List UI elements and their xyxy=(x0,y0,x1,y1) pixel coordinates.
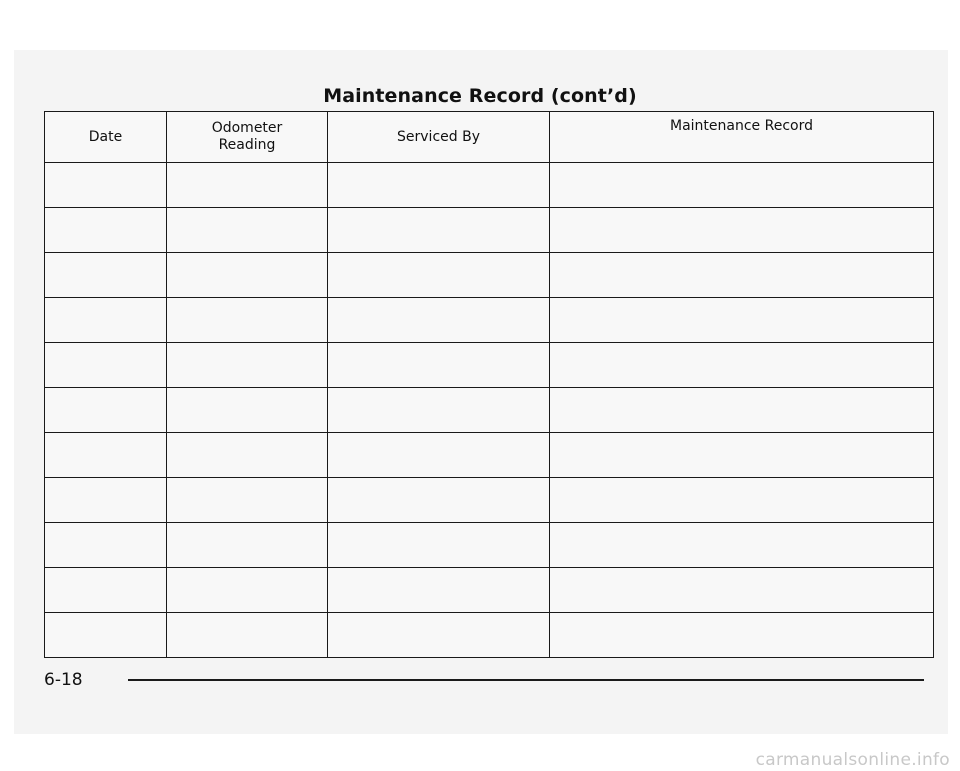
table-cell[interactable] xyxy=(550,208,934,253)
table-cell[interactable] xyxy=(45,478,167,523)
column-header-odometer-reading xyxy=(167,112,328,163)
table-cell[interactable] xyxy=(167,208,328,253)
table-cell[interactable] xyxy=(45,613,167,658)
table-header-row xyxy=(45,112,934,163)
table-cell[interactable] xyxy=(550,568,934,613)
table-cell[interactable] xyxy=(45,163,167,208)
maintenance-record-table xyxy=(44,111,934,658)
page-number: 6-18 xyxy=(44,670,83,690)
table-cell[interactable] xyxy=(45,388,167,433)
table-cell[interactable] xyxy=(167,568,328,613)
footer-divider xyxy=(128,679,924,681)
table-cell[interactable] xyxy=(167,433,328,478)
table-row xyxy=(45,343,934,388)
table-cell[interactable] xyxy=(328,343,550,388)
table-cell[interactable] xyxy=(328,208,550,253)
table-cell[interactable] xyxy=(45,253,167,298)
table-cell[interactable] xyxy=(167,388,328,433)
table-cell[interactable] xyxy=(328,613,550,658)
table-cell[interactable] xyxy=(550,523,934,568)
table-row xyxy=(45,298,934,343)
table-cell[interactable] xyxy=(328,523,550,568)
table-cell[interactable] xyxy=(328,388,550,433)
table-cell[interactable] xyxy=(167,613,328,658)
table-cell[interactable] xyxy=(45,208,167,253)
column-header-label: Serviced By xyxy=(397,128,480,145)
table-cell[interactable] xyxy=(550,343,934,388)
table-row xyxy=(45,433,934,478)
column-header-label: Maintenance Record xyxy=(670,118,813,134)
table-cell[interactable] xyxy=(167,253,328,298)
table-cell[interactable] xyxy=(328,568,550,613)
table-cell[interactable] xyxy=(45,523,167,568)
table-cell[interactable] xyxy=(550,253,934,298)
table-cell[interactable] xyxy=(167,478,328,523)
table-cell[interactable] xyxy=(550,613,934,658)
table-row xyxy=(45,478,934,523)
column-header-maintenance-record xyxy=(550,112,934,163)
table-body xyxy=(45,163,934,658)
table-cell[interactable] xyxy=(550,388,934,433)
table-cell[interactable] xyxy=(167,523,328,568)
column-header-date xyxy=(45,112,167,163)
table-row xyxy=(45,613,934,658)
page-title: Maintenance Record (cont’d) xyxy=(323,85,637,107)
table-cell[interactable] xyxy=(167,163,328,208)
table-row xyxy=(45,208,934,253)
table-row xyxy=(45,568,934,613)
table-cell[interactable] xyxy=(550,163,934,208)
table-cell[interactable] xyxy=(45,433,167,478)
table-cell[interactable] xyxy=(328,163,550,208)
table-cell[interactable] xyxy=(45,343,167,388)
table-cell[interactable] xyxy=(550,298,934,343)
table-cell[interactable] xyxy=(550,433,934,478)
table-cell[interactable] xyxy=(167,343,328,388)
table-cell[interactable] xyxy=(45,298,167,343)
table-cell[interactable] xyxy=(328,478,550,523)
watermark: carmanualsonline.info xyxy=(755,750,950,770)
table-row xyxy=(45,388,934,433)
table-cell[interactable] xyxy=(550,478,934,523)
table-row xyxy=(45,163,934,208)
column-header-label: Date xyxy=(88,128,123,145)
column-header-label: Odometer Reading xyxy=(211,120,283,153)
table-cell[interactable] xyxy=(328,253,550,298)
table-cell[interactable] xyxy=(328,433,550,478)
table-row xyxy=(45,253,934,298)
table-row xyxy=(45,523,934,568)
column-header-serviced-by xyxy=(328,112,550,163)
table-cell[interactable] xyxy=(45,568,167,613)
table-cell[interactable] xyxy=(167,298,328,343)
table-cell[interactable] xyxy=(328,298,550,343)
